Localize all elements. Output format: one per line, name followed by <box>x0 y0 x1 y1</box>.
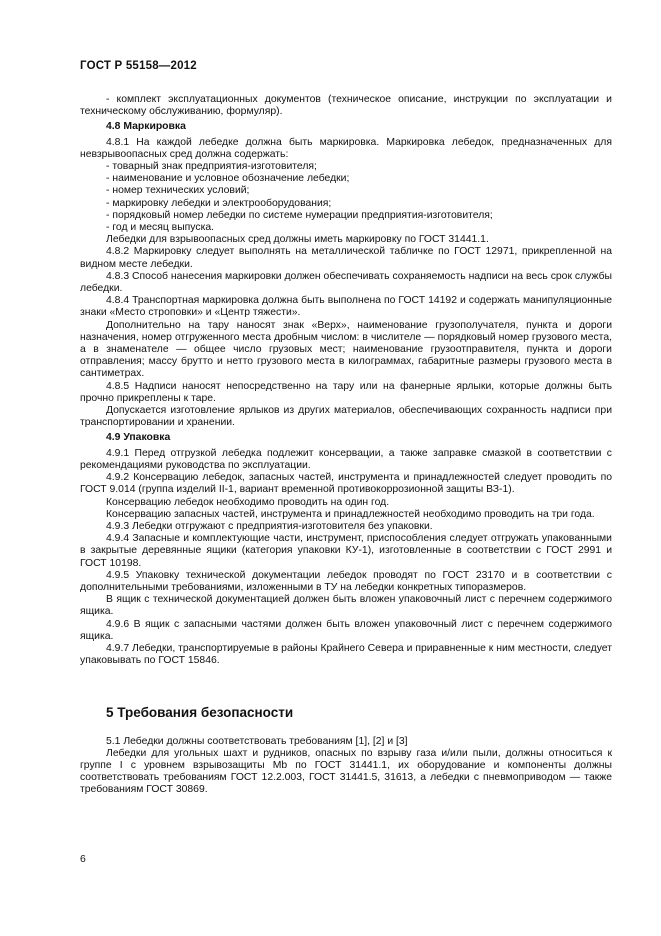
paragraph: 4.9.5 Упаковку технической документации лебедок проводят по ГОСТ 23170 и в соответствии с дополнительными требованиями, изложенными в ТУ на лебедки конкретных типоразмеров. <box>80 569 612 593</box>
paragraph: 4.9.3 Лебедки отгружают с предприятия-изготовителя без упаковки. <box>106 520 433 532</box>
section-heading: 5 Требования безопасности <box>106 705 294 721</box>
paragraph: Лебедки для угольных шахт и рудников, опасных по взрыву газа и/или пыли, должны относиться к группе I с уровнем взрывозащиты Mb по ГОСТ 31441.1, их оборудование и компоненты должны соответствовать требованиям ГОСТ 12.2.003, ГОСТ 31441.5, 31613, а лебедки с пневмоприводом — также требованиям ГОСТ 30869. <box>80 747 612 796</box>
paragraph: - товарный знак предприятия-изготовителя; <box>106 161 317 173</box>
paragraph: 4.9.1 Перед отгрузкой лебедка подлежит консервации, а также заправке смазкой в соответствии с рекомендациями руководства по эксплуатации. <box>80 447 612 471</box>
paragraph: Консервацию запасных частей, инструмента и принадлежностей необходимо проводить на три года. <box>106 508 595 520</box>
paragraph: Лебедки для взрывоопасных сред должны иметь маркировку по ГОСТ 31441.1. <box>106 234 489 246</box>
subsection-heading: 4.8 Маркировка <box>106 121 186 133</box>
paragraph: 4.9.7 Лебедки, транспортируемые в районы Крайнего Севера и приравненные к ним местности, следует упаковывать по ГОСТ 15846. <box>80 642 612 667</box>
paragraph: - наименование и условное обозначение лебедки; <box>106 173 350 185</box>
paragraph: В ящик с технической документацией должен быть вложен упаковочный лист с перечнем содержимого ящика. <box>80 594 612 618</box>
paragraph: - порядковый номер лебедки по системе нумерации предприятия-изготовителя; <box>106 209 493 221</box>
paragraph: - год и месяц выпуска. <box>106 222 215 234</box>
paragraph: Допускается изготовление ярлыков из других материалов, обеспечивающих сохранность надписи при транспортировании и хранении. <box>80 405 612 429</box>
paragraph: Дополнительно на тару наносят знак «Верх», наименование грузополучателя, пункта и дороги назначения, номер отгруженного места дробным числом: в числителе — порядковый номер грузового места, а в знаменателе — общее число грузовых мест; наименование грузоотправителя, пункта и дороги отправления; массу брутто и нетто грузового места в килограммах, габаритные размеры грузового места в сантиметрах. <box>80 319 612 380</box>
paragraph: 4.9.6 В ящик с запасными частями должен быть вложен упаковочный лист с перечнем содержимого ящика. <box>80 618 612 642</box>
paragraph: 4.8.2 Маркировку следует выполнять на металлической табличке по ГОСТ 12971, прикрепленной на видном месте лебедки. <box>80 246 612 270</box>
paragraph: 5.1 Лебедки должны соответствовать требованиям [1], [2] и [3] <box>106 735 408 747</box>
subsection-heading: 4.9 Упаковка <box>106 432 171 444</box>
document-body <box>80 94 612 797</box>
paragraph: 4.8.4 Транспортная маркировка должна быть выполнена по ГОСТ 14192 и содержать манипуляционные знаки «Место строповки» и «Центр тяжести». <box>80 295 612 319</box>
paragraph: - номер технических условий; <box>106 185 250 197</box>
paragraph: - комплект эксплуатационных документов (техническое описание, инструкции по эксплуатации и техническому обслуживанию, формуляр). <box>80 94 612 118</box>
paragraph: 4.9.4 Запасные и комплектующие части, инструмент, приспособления следует отгружать упакованными в закрытые деревянные ящики (категория упаковки КУ-1), изготовленные в соответствии с ГОСТ 2991 и ГОСТ 10198. <box>80 533 612 569</box>
paragraph: 4.8.3 Способ нанесения маркировки должен обеспечивать сохраняемость надписи на весь срок службы лебедки. <box>80 270 612 295</box>
paragraph: 4.8.5 Надписи наносят непосредственно на тару или на фанерные ярлыки, которые должны быть прочно прикреплены к таре. <box>80 380 612 404</box>
paragraph: Консервацию лебедок необходимо проводить на один год. <box>106 496 390 508</box>
document-header: ГОСТ Р 55158—2012 <box>80 60 197 72</box>
paragraph: 4.8.1 На каждой лебедке должна быть маркировка. Маркировка лебедок, предназначенных для невзрывоопасных сред должна содержать: <box>80 136 612 160</box>
paragraph: - маркировку лебедки и электрооборудования; <box>106 197 332 209</box>
paragraph: 4.9.2 Консервацию лебедок, запасных частей, инструмента и принадлежностей следует проводить по ГОСТ 9.014 (группа изделий II-1, вариант временной противокоррозионной защиты ВЗ-1). <box>80 472 612 496</box>
page-number: 6 <box>80 854 86 865</box>
